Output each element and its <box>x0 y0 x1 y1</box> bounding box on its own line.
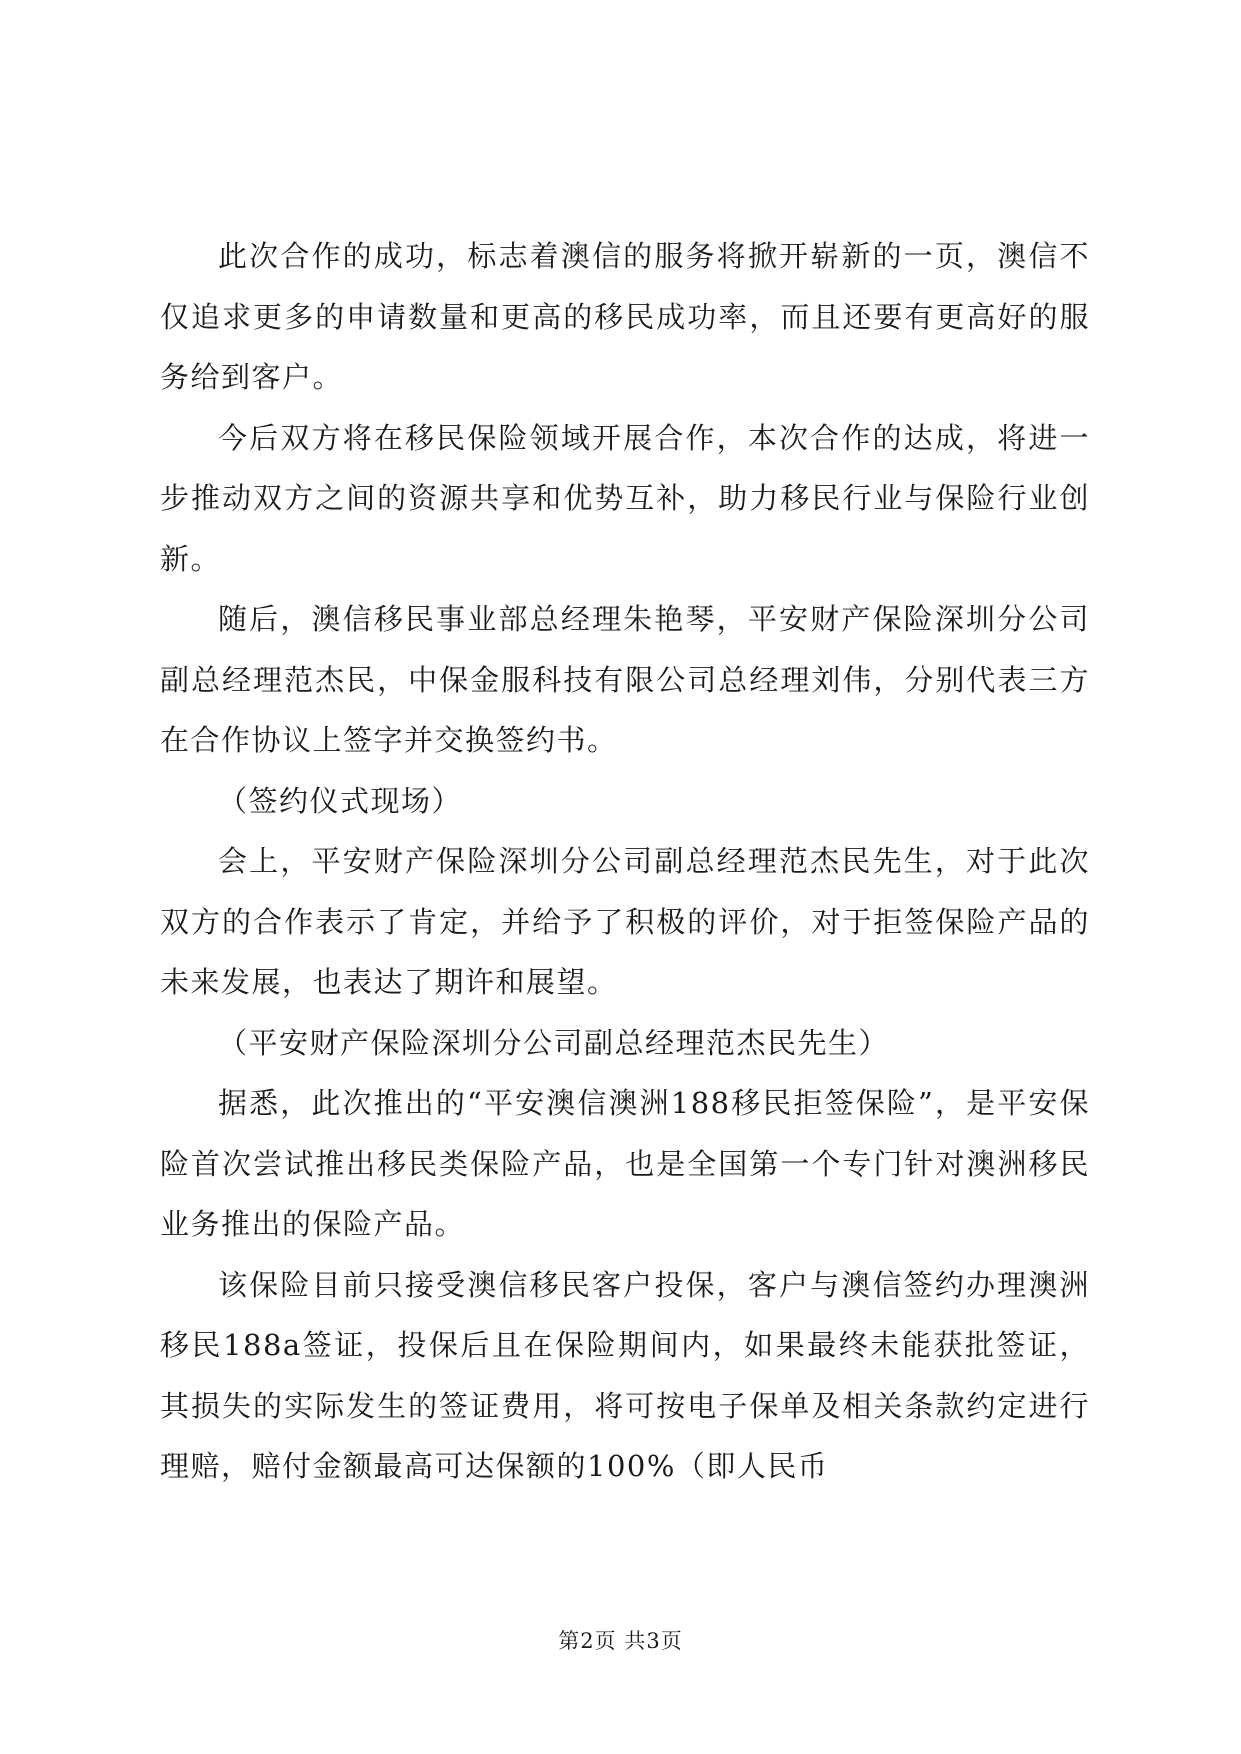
image-caption-vice-manager: （平安财产保险深圳分公司副总经理范杰民先生） <box>218 1025 890 1060</box>
paragraph-future-cooperation: 今后双方将在移民保险领域开展合作，本次合作的达成，将进一步推动双方之间的资源共享和优势互补，助力移民行业与保险行业创新。 <box>160 420 1090 576</box>
paragraph-signing: 随后，澳信移民事业部总经理朱艳琴，平安财产保险深圳分公司副总经理范杰民，中保金服科技有限公司总经理刘伟，分别代表三方在合作协议上签字并交换签约书。 <box>160 602 1090 757</box>
paragraph-insurance-terms: 该保险目前只接受澳信移民客户投保，客户与澳信签约办理澳洲移民188a签证，投保后且在保险期间内，如果最终未能获批签证，其损失的实际发生的签证费用，将可按电子保单及相关条款约定进行理赔，赔付金额最高可达保额的100%（即人民币 <box>160 1267 1090 1483</box>
document-body <box>160 226 1090 1497</box>
image-caption-signing-ceremony: （签约仪式现场） <box>218 783 463 818</box>
page-footer: 第2页 共3页 <box>558 1629 683 1653</box>
paragraph-meeting-remarks: 会上，平安财产保险深圳分公司副总经理范杰民先生，对于此次双方的合作表示了肯定，并给予了积极的评价，对于拒签保险产品的未来发展，也表达了期许和展望。 <box>160 844 1090 999</box>
paragraph-product-launch: 据悉，此次推出的“平安澳信澳洲188移民拒签保险”，是平安保险首次尝试推出移民类保险产品，也是全国第一个专门针对澳洲移民业务推出的保险产品。 <box>160 1086 1090 1241</box>
paragraph-cooperation-success: 此次合作的成功，标志着澳信的服务将掀开崭新的一页，澳信不仅追求更多的申请数量和更高的移民成功率，而且还要有更高好的服务给到客户。 <box>160 239 1090 394</box>
